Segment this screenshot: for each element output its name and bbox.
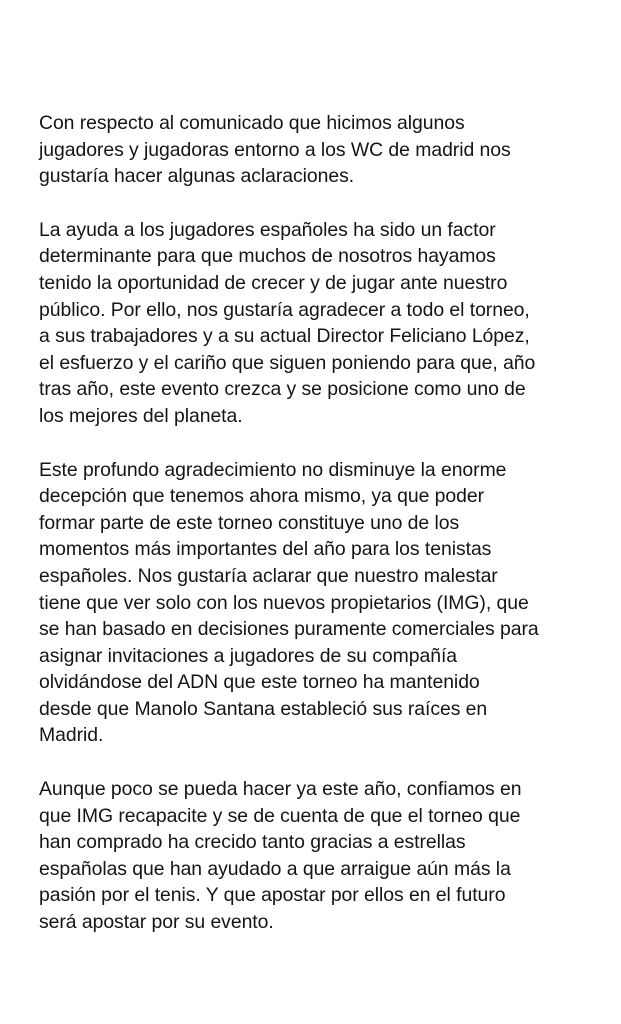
text-line: Aunque poco se pueda hacer ya este año, confiamos en xyxy=(39,778,522,801)
text-line: los mejores del planeta. xyxy=(39,404,243,427)
text-line: a sus trabajadores y a su actual Director Feliciano López, xyxy=(39,325,530,348)
text-line: gustaría hacer algunas aclaraciones. xyxy=(39,165,355,188)
text-line: tenido la oportunidad de crecer y de jugar ante nuestro xyxy=(39,271,508,294)
text-line: españoles. Nos gustaría aclarar que nuestro malestar xyxy=(39,564,498,587)
text-line: Con respecto al comunicado que hicimos algunos xyxy=(39,112,465,134)
text-line: desde que Manolo Santana estableció sus raíces en xyxy=(39,697,488,720)
text-line: tiene que ver solo con los nuevos propietarios (IMG), que xyxy=(39,591,529,614)
text-line: españolas que han ayudado a que arraigue aún más la xyxy=(39,857,511,880)
statement-text xyxy=(39,110,599,963)
text-line: será apostar por su evento. xyxy=(39,911,274,934)
text-line: que IMG recapacite y se de cuenta de que el torneo que xyxy=(39,804,521,827)
paragraph-gratitude xyxy=(39,217,599,430)
text-line: se han basado en decisiones puramente comerciales para xyxy=(39,618,539,641)
text-line: jugadores y jugadoras entorno a los WC de madrid nos xyxy=(39,138,511,161)
text-line: el esfuerzo y el cariño que siguen poniendo para que, año xyxy=(39,351,536,374)
paragraph-clarifications xyxy=(39,110,599,190)
text-line: determinante para que muchos de nosotros hayamos xyxy=(39,245,496,268)
text-line: La ayuda a los jugadores españoles ha sido un factor xyxy=(39,218,496,241)
text-line: momentos más importantes del año para los tenistas xyxy=(39,538,492,561)
text-line: pasión por el tenis. Y que apostar por ellos en el futuro xyxy=(39,884,506,907)
text-line: Madrid. xyxy=(39,724,104,747)
paragraph-hope xyxy=(39,776,599,936)
text-line: asignar invitaciones a jugadores de su compañía xyxy=(39,644,458,667)
text-line: han comprado ha crecido tanto gracias a estrellas xyxy=(39,831,466,854)
text-line: Este profundo agradecimiento no disminuye la enorme xyxy=(39,458,507,481)
paragraph-disappointment xyxy=(39,457,599,750)
text-line: tras año, este evento crezca y se posicione como uno de xyxy=(39,378,526,401)
text-line: formar parte de este torneo constituye uno de los xyxy=(39,511,460,534)
text-line: decepción que tenemos ahora mismo, ya que poder xyxy=(39,485,484,508)
text-line: público. Por ello, nos gustaría agradecer a todo el torneo, xyxy=(39,298,530,321)
text-line: olvidándose del ADN que este torneo ha mantenido xyxy=(39,671,480,694)
